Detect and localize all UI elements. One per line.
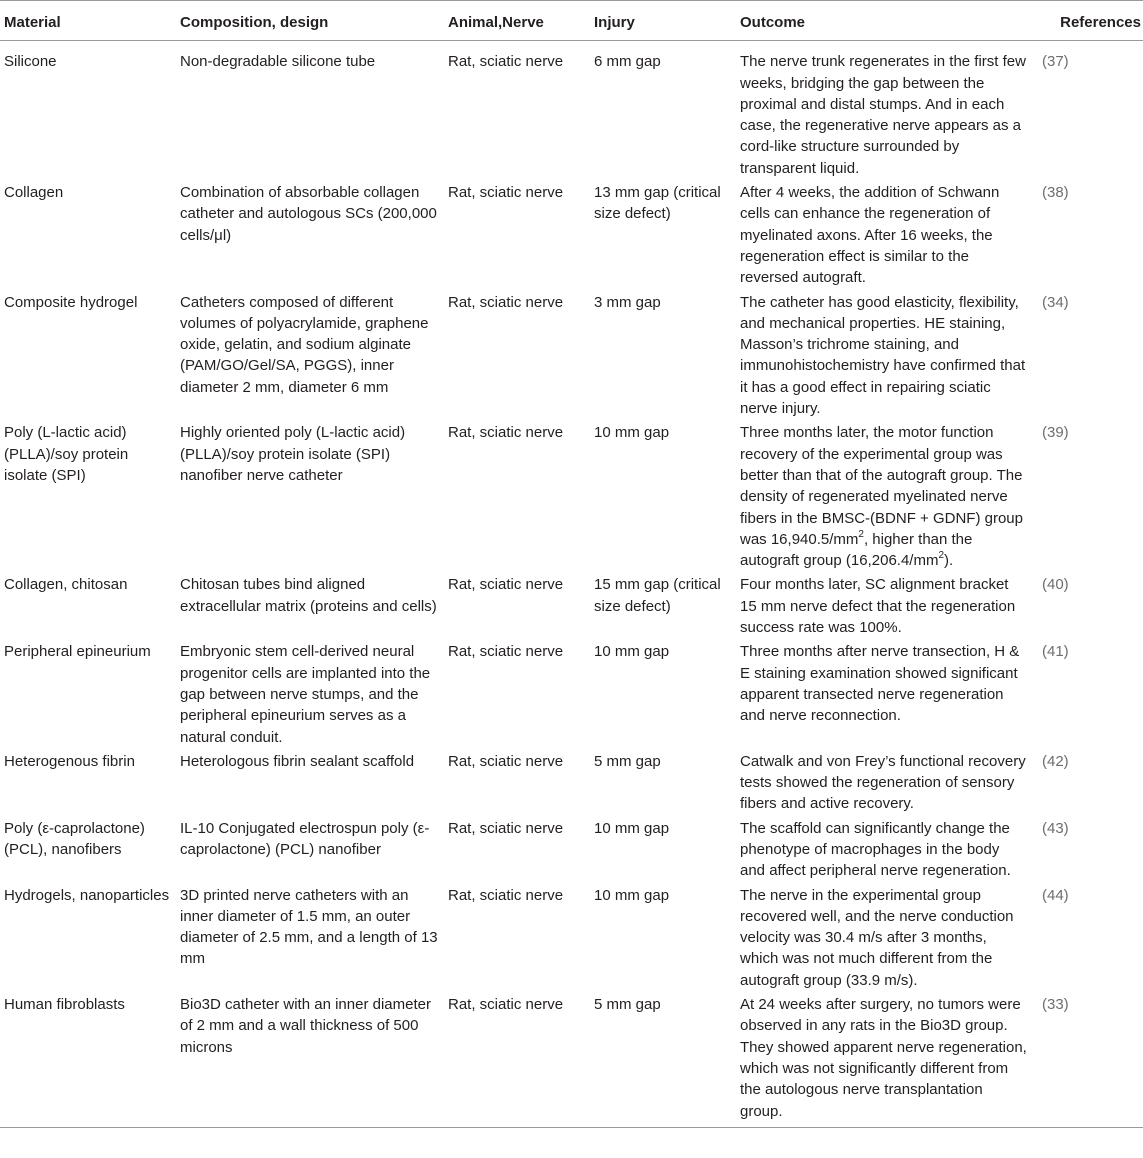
header-injury: Injury xyxy=(590,1,736,41)
cell-animal: Rat, sciatic nerve xyxy=(448,184,564,202)
cell-animal: Rat, sciatic nerve xyxy=(448,53,564,71)
cell-animal: Rat, sciatic nerve xyxy=(444,994,590,1127)
reference-link[interactable]: (33) xyxy=(1032,994,1143,1127)
cell-composition: Highly oriented poly (L-lactic acid) (PLLA)/soy protein isolate (SPI) nanofiber nerve catheter xyxy=(180,424,406,484)
cell-animal: Rat, sciatic nerve xyxy=(448,643,564,661)
header-material: Material xyxy=(0,1,176,41)
superscript-exponent: 2 xyxy=(858,528,864,540)
cell-material: Composite hydrogel xyxy=(4,293,138,311)
cell-material: Collagen, chitosan xyxy=(4,576,128,594)
reference-link[interactable]: (38) xyxy=(1042,184,1069,202)
outcome-text-part: ). xyxy=(944,552,954,570)
cell-material: Silicone xyxy=(4,53,57,71)
cell-animal: Rat, sciatic nerve xyxy=(448,424,564,442)
outcome-text-part: , higher than the autograft group (16,206.4/mm xyxy=(740,530,973,570)
cell-outcome xyxy=(736,422,1032,574)
header-references: References xyxy=(1032,1,1143,41)
cell-injury: 15 mm gap (critical size defect) xyxy=(594,576,721,615)
cell-outcome: The nerve in the experimental group recovered well, and the nerve conduction velocity was 30.4 m/s after 3 months, which was not much different from the autograft group (33.9 m/s). xyxy=(740,886,1014,989)
outcome-text-part: Three months later, the motor function recovery of the experimental group was better than that of the autograft group. The density of regenerated myelinated nerve fibers in the BMSC-(BDNF + GDNF) group was 16,940.5/mm xyxy=(740,424,1023,548)
cell-injury: 5 mm gap xyxy=(590,994,736,1127)
reference-link[interactable]: (40) xyxy=(1042,576,1069,594)
cell-composition: Bio3D catheter with an inner diameter of 2 mm and a wall thickness of 500 microns xyxy=(176,994,444,1127)
cell-animal: Rat, sciatic nerve xyxy=(448,293,564,311)
table-row xyxy=(0,182,1143,291)
cell-composition: Non-degradable silicone tube xyxy=(180,53,376,71)
cell-composition: Catheters composed of different volumes of polyacrylamide, graphene oxide, gelatin, and sodium alginate (PAM/GO/Gel/SA, PGGS), inner diameter 2 mm, diameter 6 mm xyxy=(180,293,429,396)
cell-animal: Rat, sciatic nerve xyxy=(448,819,564,837)
cell-outcome: Three months after nerve transection, H & E staining examination showed significant apparent transected nerve regeneration and nerve reconnection. xyxy=(740,643,1020,725)
table-row xyxy=(0,641,1143,750)
table-row xyxy=(0,818,1143,885)
cell-composition: Embryonic stem cell-derived neural progenitor cells are implanted into the gap between nerve stumps, and the peripheral epineurium serves as a natural conduit. xyxy=(180,643,431,746)
cell-injury: 10 mm gap xyxy=(594,424,670,442)
table-row xyxy=(0,994,1143,1127)
cell-injury: 10 mm gap xyxy=(594,886,670,904)
table-row xyxy=(0,422,1143,574)
table-header-row xyxy=(0,1,1143,41)
reference-link[interactable]: (43) xyxy=(1042,819,1069,837)
superscript-exponent: 2 xyxy=(938,550,945,562)
header-composition: Composition, design xyxy=(176,1,444,41)
cell-animal: Rat, sciatic nerve xyxy=(448,576,564,594)
cell-outcome: The nerve trunk regenerates in the first few weeks, bridging the gap between the proximal and distal stumps. And in each case, the regenerative nerve appears as a cord-like structure surrounded by transparent liquid. xyxy=(740,53,1026,177)
cell-animal: Rat, sciatic nerve xyxy=(448,752,564,770)
cell-injury: 3 mm gap xyxy=(594,293,661,311)
reference-link[interactable]: (44) xyxy=(1042,886,1069,904)
cell-material: Hydrogels, nanoparticles xyxy=(4,886,170,904)
cell-outcome: The scaffold can significantly change the phenotype of macrophages in the body and affect peripheral nerve regeneration. xyxy=(740,819,1011,880)
table-row xyxy=(0,41,1143,182)
cell-material: Poly (ε-caprolactone) (PCL), nanofibers xyxy=(4,819,145,858)
cell-material: Collagen xyxy=(4,184,64,202)
cell-composition: 3D printed nerve catheters with an inner diameter of 1.5 mm, an outer diameter of 2.5 mm, and a length of 13 mm xyxy=(180,886,438,968)
cell-animal: Rat, sciatic nerve xyxy=(448,886,564,904)
cell-injury: 10 mm gap xyxy=(594,643,670,661)
header-animal-nerve: Animal,Nerve xyxy=(444,1,590,41)
reference-link[interactable]: (42) xyxy=(1042,752,1069,770)
cell-material: Poly (L-lactic acid) (PLLA)/soy protein isolate (SPI) xyxy=(4,424,129,484)
cell-material: Peripheral epineurium xyxy=(4,643,151,661)
cell-outcome: The catheter has good elasticity, flexibility, and mechanical properties. HE staining, Masson’s trichrome staining, and immunohistochemistry have confirmed that it has a good effect in repairing sciatic nerve injury. xyxy=(740,293,1026,418)
cell-outcome: Four months later, SC alignment bracket 15 mm nerve defect that the regeneration success rate was 100%. xyxy=(740,576,1016,637)
header-outcome: Outcome xyxy=(736,1,1032,41)
reference-link[interactable]: (34) xyxy=(1042,293,1069,311)
cell-outcome: After 4 weeks, the addition of Schwann cells can enhance the regeneration of myelinated axons. After 16 weeks, the regeneration effect is similar to the reversed autograft. xyxy=(740,184,1000,287)
cell-composition: IL-10 Conjugated electrospun poly (ε-caprolactone) (PCL) nanofiber xyxy=(180,819,430,858)
table-row xyxy=(0,751,1143,818)
reference-link[interactable]: (39) xyxy=(1042,424,1069,442)
cell-composition: Heterologous fibrin sealant scaffold xyxy=(180,752,415,770)
cell-injury: 10 mm gap xyxy=(594,819,670,837)
cell-outcome: At 24 weeks after surgery, no tumors were observed in any rats in the Bio3D group. They showed apparent nerve regeneration, which was not significantly different from the autologous nerve transplantation group. xyxy=(736,994,1032,1127)
table-row xyxy=(0,292,1143,423)
reference-link[interactable]: (37) xyxy=(1042,53,1069,71)
cell-material: Heterogenous fibrin xyxy=(4,752,135,770)
table-row xyxy=(0,574,1143,641)
cell-injury: 6 mm gap xyxy=(594,53,661,71)
table-row xyxy=(0,885,1143,994)
cell-composition: Combination of absorbable collagen catheter and autologous SCs (200,000 cells/μl) xyxy=(180,184,437,244)
cell-material: Human fibroblasts xyxy=(0,994,176,1127)
cell-injury: 5 mm gap xyxy=(594,752,661,770)
cell-outcome: Catwalk and von Frey’s functional recovery tests showed the regeneration of sensory fibers and active recovery. xyxy=(740,752,1026,813)
cell-composition: Chitosan tubes bind aligned extracellular matrix (proteins and cells) xyxy=(180,576,437,615)
cell-injury: 13 mm gap (critical size defect) xyxy=(594,184,721,223)
reference-link[interactable]: (41) xyxy=(1042,643,1069,661)
